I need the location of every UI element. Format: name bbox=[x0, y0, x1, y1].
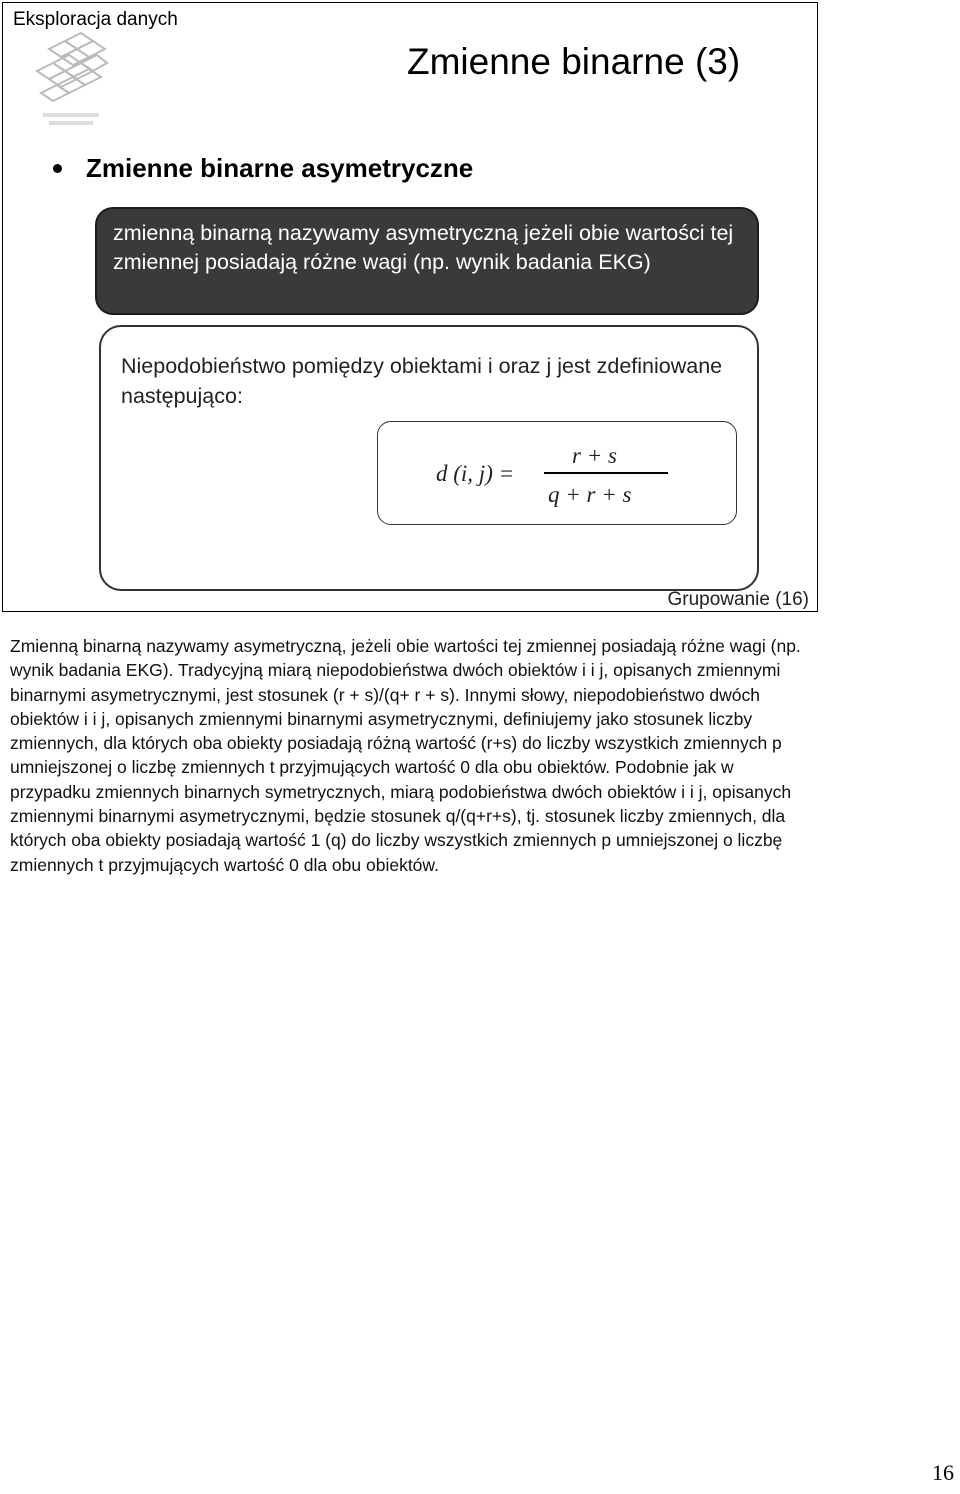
bullet-item bbox=[53, 153, 473, 184]
formula-box bbox=[377, 421, 737, 525]
formula-lhs: d (i, j) = bbox=[436, 461, 515, 486]
bullet-dot-icon bbox=[53, 164, 62, 173]
definition-text: zmienną binarną nazywamy asymetryczną jeżeli obie wartości tej zmiennej posiadają różne wagi (np. wynik badania EKG) bbox=[113, 221, 734, 274]
page-number: 16 bbox=[932, 1460, 954, 1485]
dissimilarity-box bbox=[99, 325, 759, 591]
notes-text: Zmienną binarną nazywamy asymetryczną, jeżeli obie wartości tej zmiennej posiadają różne wagi (np. wynik badania EKG). Tradycyjną miarą niepodobieństwa dwóch obiektów i i j, opisanych zmiennymi binarnymi asymetrycznymi, jest stosunek (r + s)/(q+ r + s). Innymi słowy, niepodobieństwo dwóch obiektów i i j, opisanych zmiennymi binarnymi asymetrycznymi, definiujemy jako stosunek liczby zmiennych, dla których oba obiekty posiadają różną wartość (r+s) do liczby wszystkich zmiennych p umniejszonej o liczbę zmiennych t przyjmujących wartość 0 dla obu obiektów. Podobnie jak w przypadku zmiennych binarnych symetrycznych, miarą podobieństwa dwóch obiektów i i j, opisanych zmiennymi binarnymi asymetrycznymi, będzie stosunek q/(q+r+s), tj. stosunek liczby zmiennych, dla których oba obiekty posiadają wartość 1 (q) do liczby wszystkich zmiennych p umniejszonej o liczbę zmiennych t przyjmujących wartość 0 dla obu obiektów. bbox=[10, 636, 801, 875]
formula bbox=[436, 436, 696, 516]
slide-header: Eksploracja danych bbox=[13, 9, 178, 30]
slide bbox=[2, 2, 818, 612]
bullet-text: Zmienne binarne asymetryczne bbox=[86, 153, 474, 183]
slide-footer: Grupowanie (16) bbox=[667, 589, 809, 610]
formula-numerator: r + s bbox=[572, 443, 617, 468]
logo-icon bbox=[31, 31, 111, 135]
dissimilarity-intro: Niepodobieństwo pomiędzy obiektami i oraz j jest zdefiniowane następująco: bbox=[121, 354, 723, 408]
definition-box bbox=[95, 207, 759, 315]
slide-title: Zmienne binarne (3) bbox=[407, 41, 741, 82]
fraction-bar bbox=[544, 472, 668, 474]
formula-denominator: q + r + s bbox=[548, 482, 632, 507]
